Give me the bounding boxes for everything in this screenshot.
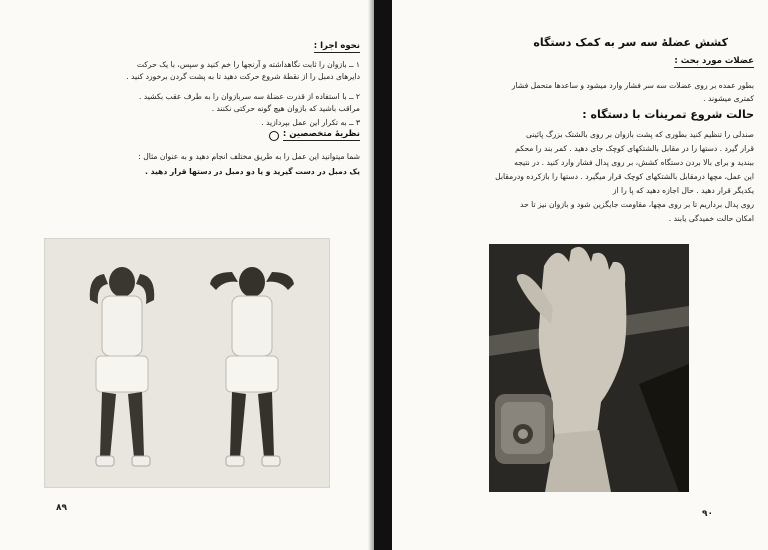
- right-page: [392, 0, 768, 550]
- step1-line2: دایرهای دمبل را از نقطهٔ شروع حرکت دهید تا به پشت گردن برخورد کنید .: [126, 72, 360, 81]
- expert-line2: یک دمبل در دست گیرید و یا دو دمبل در دستها قرار دهید .: [145, 167, 360, 176]
- step2-line2: مراقب باشید که بازوان هیچ گونه حرکتی نکنند .: [211, 104, 360, 113]
- para-line7: امکان حالت خمیدگی یابند .: [668, 214, 754, 223]
- exercise-photo: [44, 238, 330, 488]
- para-line3: ببندید و برای بالا بردن دستگاه کشش، بر روی پدال فشار وارد کنید . در نتیجه: [514, 158, 754, 167]
- step2-line1: ۲ ــ با استفاده از قدرت عضلهٔ سه سربازوان را به طرف عقب بکشید .: [138, 92, 360, 101]
- muscles-line2: کمتری میشوند .: [703, 94, 754, 103]
- para-line1: صندلی را تنظیم کنید بطوری که پشت بازوان بر روی بالشتک بزرگ پائینی: [525, 130, 754, 139]
- left-page: [0, 0, 374, 550]
- machine-photo: [489, 244, 689, 492]
- section-title-muscles: عضلات مورد بحث :: [674, 56, 754, 66]
- para-line4: این عمل، مچها درمقابل بالشتکهای کوچک قرار میگیرد . دستها را بازکرده ودرمقابل: [495, 172, 754, 181]
- expert-line1: شما میتوانید این عمل را به طریق مختلف انجام دهید و به عنوان مثال :: [138, 152, 360, 161]
- para-line5: یکدیگر قرار دهید . حال اجازه دهید که پا را از: [612, 186, 754, 195]
- section-title-start: حالت شروع تمرینات با دستگاه :: [582, 108, 754, 121]
- book-gutter: [374, 0, 392, 550]
- muscles-line1: بطور عمده بر روی عضلات سه سر فشار وارد میشود و ساعدها متحمل فشار: [511, 81, 754, 90]
- gutter-shade-left: [368, 0, 374, 550]
- para-line6: روی پدال برداریم تا بر روی مچها، مقاومت جایگزین شود و بازوان نیز تا حد: [520, 200, 754, 209]
- step1-line1: ۱ ــ بازوان را ثابت نگاهداشته و آرنجها را خم کنید و سپس، با یک حرکت: [136, 60, 360, 69]
- para-line2: قرار گیرد . دستها را در مقابل بالشتکهای کوچک جای دهید . کمر بند را محکم: [515, 144, 754, 153]
- page-number-left: ۸۹: [56, 503, 67, 513]
- section-bullet-icon: [269, 131, 279, 141]
- page-number-right: ۹۰: [702, 509, 713, 519]
- section-title-experts: نظریهٔ متخصصین :: [282, 129, 360, 139]
- step3: ۳ ــ به تکرار این عمل بپردازید .: [261, 118, 360, 127]
- page-title: کشش عضلهٔ سه سر به کمک دستگاه: [533, 36, 728, 49]
- section-title-how-to: نحوه اجرا :: [313, 41, 360, 51]
